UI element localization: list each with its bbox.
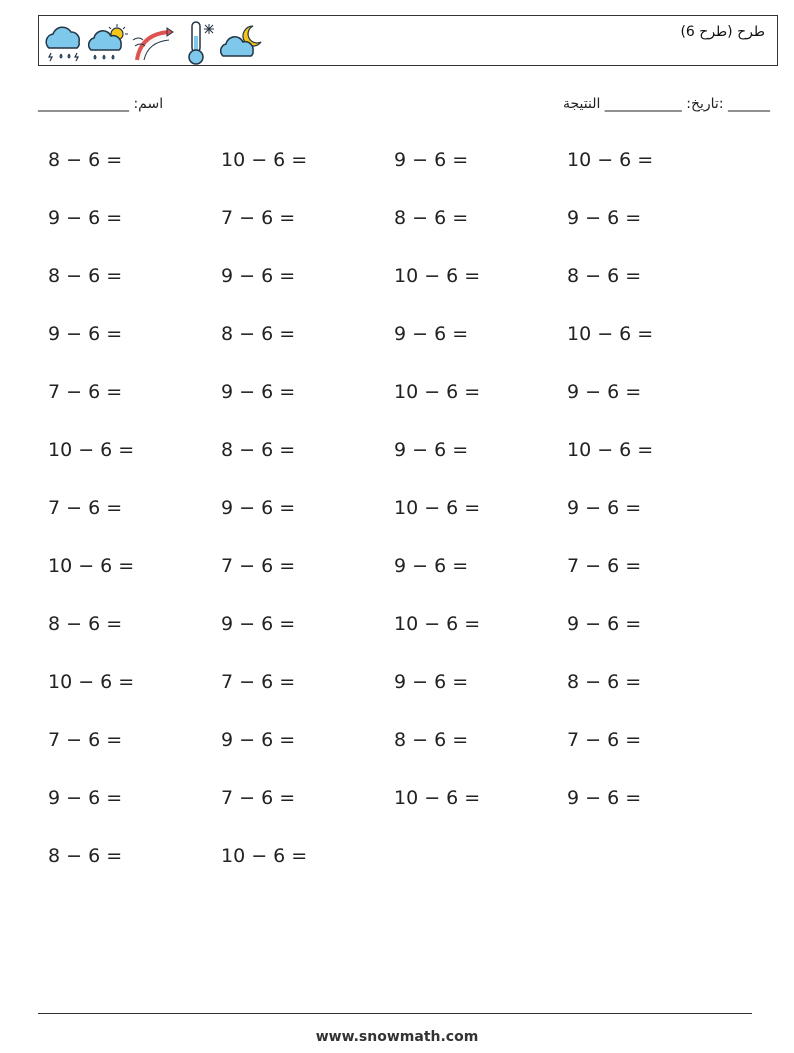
thermometer-snow-icon	[183, 20, 219, 66]
name-field-label: اسم: _____________	[38, 96, 164, 112]
subtraction-problem: 9 − 6 =	[567, 207, 642, 229]
subtraction-problem: 10 − 6 =	[221, 149, 308, 171]
subtraction-problem: 10 − 6 =	[394, 497, 481, 519]
subtraction-problem: 8 − 6 =	[394, 207, 469, 229]
subtraction-problem: 10 − 6 =	[394, 265, 481, 287]
subtraction-problem: 7 − 6 =	[48, 381, 123, 403]
subtraction-problem: 8 − 6 =	[567, 671, 642, 693]
subtraction-problem: 7 − 6 =	[48, 729, 123, 751]
subtraction-problem: 8 − 6 =	[221, 439, 296, 461]
moon-cloud-icon	[219, 22, 265, 62]
subtraction-problem: 8 − 6 =	[48, 265, 123, 287]
subtraction-problem: 9 − 6 =	[48, 787, 123, 809]
subtraction-problem: 10 − 6 =	[48, 555, 135, 577]
subtraction-problem: 8 − 6 =	[567, 265, 642, 287]
subtraction-problem: 8 − 6 =	[48, 613, 123, 635]
footer-url: www.snowmath.com	[315, 1029, 479, 1045]
subtraction-problem: 10 − 6 =	[48, 439, 135, 461]
subtraction-problem: 8 − 6 =	[394, 729, 469, 751]
subtraction-problem: 10 − 6 =	[221, 845, 308, 867]
footer-divider	[38, 1013, 752, 1014]
subtraction-problem: 9 − 6 =	[221, 729, 296, 751]
subtraction-problem: 10 − 6 =	[567, 149, 654, 171]
subtraction-problem: 9 − 6 =	[567, 787, 642, 809]
subtraction-problem: 7 − 6 =	[221, 787, 296, 809]
subtraction-problem: 9 − 6 =	[221, 265, 296, 287]
subtraction-problem: 10 − 6 =	[394, 613, 481, 635]
subtraction-problem: 9 − 6 =	[221, 613, 296, 635]
subtraction-problem: 8 − 6 =	[48, 149, 123, 171]
subtraction-problem: 9 − 6 =	[48, 207, 123, 229]
subtraction-problem: 10 − 6 =	[567, 323, 654, 345]
subtraction-problem: 8 − 6 =	[221, 323, 296, 345]
subtraction-problem: 7 − 6 =	[567, 729, 642, 751]
subtraction-problem: 7 − 6 =	[567, 555, 642, 577]
subtraction-problem: 9 − 6 =	[567, 497, 642, 519]
subtraction-problem: 7 − 6 =	[221, 207, 296, 229]
subtraction-problem: 9 − 6 =	[394, 439, 469, 461]
subtraction-problem: 9 − 6 =	[48, 323, 123, 345]
subtraction-problem: 10 − 6 =	[48, 671, 135, 693]
rainbow-wind-icon	[131, 22, 177, 64]
subtraction-problem: 9 − 6 =	[394, 671, 469, 693]
weather-icons	[39, 16, 279, 67]
subtraction-problem: 9 − 6 =	[221, 497, 296, 519]
header-box	[38, 15, 778, 66]
subtraction-problem: 7 − 6 =	[221, 671, 296, 693]
subtraction-problem: 7 − 6 =	[221, 555, 296, 577]
subtraction-problem: 7 − 6 =	[48, 497, 123, 519]
subtraction-problem: 10 − 6 =	[567, 439, 654, 461]
subtraction-problem: 8 − 6 =	[48, 845, 123, 867]
subtraction-problem: 10 − 6 =	[394, 787, 481, 809]
subtraction-problem: 9 − 6 =	[567, 381, 642, 403]
subtraction-problem: 9 − 6 =	[394, 149, 469, 171]
worksheet-title: طرح (طرح 6)	[680, 24, 765, 40]
subtraction-problem: 9 − 6 =	[394, 323, 469, 345]
subtraction-problem: 10 − 6 =	[394, 381, 481, 403]
sun-cloud-rain-icon	[85, 22, 129, 64]
subtraction-problem: 9 − 6 =	[567, 613, 642, 635]
rain-cloud-icon	[41, 24, 85, 64]
subtraction-problem: 9 − 6 =	[221, 381, 296, 403]
subtraction-problem: 9 − 6 =	[394, 555, 469, 577]
date-score-field-label: ______ :تاريخ: ___________ النتيجة	[562, 96, 770, 112]
